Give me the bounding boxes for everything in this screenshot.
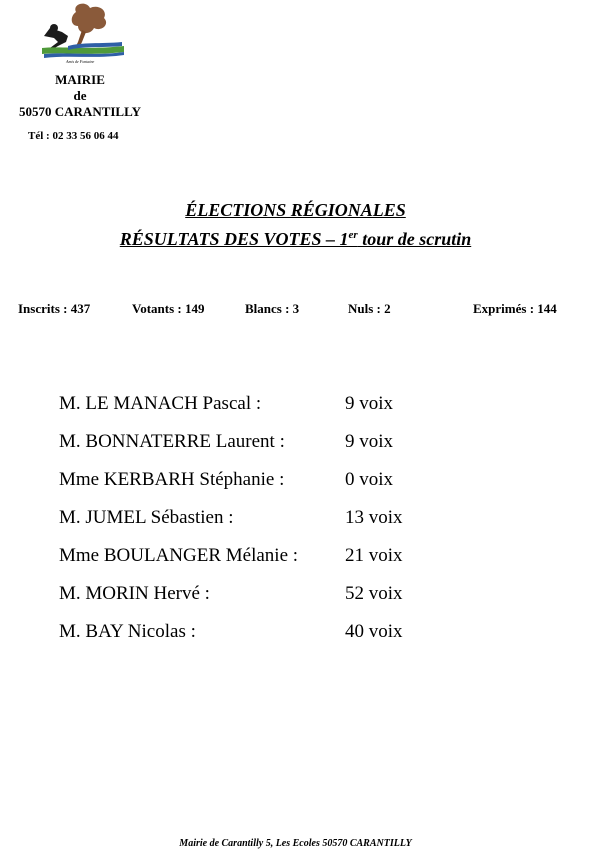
stat-inscrits: Inscrits : 437 xyxy=(18,301,91,316)
logo-caption: Amis de Fontaine xyxy=(66,59,95,64)
result-row xyxy=(59,545,479,583)
stat-blancs: Blancs : 3 xyxy=(245,301,300,316)
stat-nuls: Nuls : 2 xyxy=(348,301,391,316)
mairie-logo xyxy=(38,2,126,68)
result-row xyxy=(59,507,479,545)
candidate-votes: 40 voix xyxy=(345,621,403,642)
candidate-votes: 9 voix xyxy=(345,431,394,452)
result-row xyxy=(59,469,479,507)
candidate-name: M. LE MANACH Pascal : xyxy=(59,393,262,414)
candidate-name: Mme KERBARH Stéphanie : xyxy=(59,469,285,490)
candidate-name: M. MORIN Hervé : xyxy=(59,583,210,604)
phone-number: Tél : 02 33 56 06 44 xyxy=(28,130,119,142)
result-row xyxy=(59,621,479,659)
results-list xyxy=(59,393,479,659)
result-row xyxy=(59,583,479,621)
footer-address: Mairie de Carantilly 5, Les Ecoles 50570 CARANTILLY xyxy=(179,838,412,849)
candidate-votes: 52 voix xyxy=(345,583,403,604)
stat-exprimes: Exprimés : 144 xyxy=(473,301,557,316)
mairie-city: 50570 CARANTILLY xyxy=(19,104,141,119)
title-line-2-sup: er xyxy=(348,229,358,241)
candidate-name: M. BAY Nicolas : xyxy=(59,621,196,642)
result-row xyxy=(59,393,479,431)
title-line-2 xyxy=(0,225,591,254)
document-title xyxy=(0,196,591,254)
stat-votants: Votants : 149 xyxy=(132,301,205,316)
mairie-de: de xyxy=(73,88,87,103)
candidate-name: Mme BOULANGER Mélanie : xyxy=(59,545,299,566)
title-line-2-prefix: RÉSULTATS DES VOTES – 1 xyxy=(119,229,349,249)
candidate-name: M. BONNATERRE Laurent : xyxy=(59,431,285,452)
title-line-2-suffix: tour de scrutin xyxy=(357,229,472,249)
mairie-label: MAIRIE xyxy=(55,72,105,87)
mairie-header xyxy=(0,72,160,120)
title-line-1: ÉLECTIONS RÉGIONALES xyxy=(185,200,406,220)
result-row xyxy=(59,431,479,469)
candidate-name: M. JUMEL Sébastien : xyxy=(59,507,234,528)
candidate-votes: 21 voix xyxy=(345,545,403,566)
candidate-votes: 0 voix xyxy=(345,469,394,490)
stats-row xyxy=(0,301,591,319)
candidate-votes: 13 voix xyxy=(345,507,403,528)
candidate-votes: 9 voix xyxy=(345,393,394,414)
